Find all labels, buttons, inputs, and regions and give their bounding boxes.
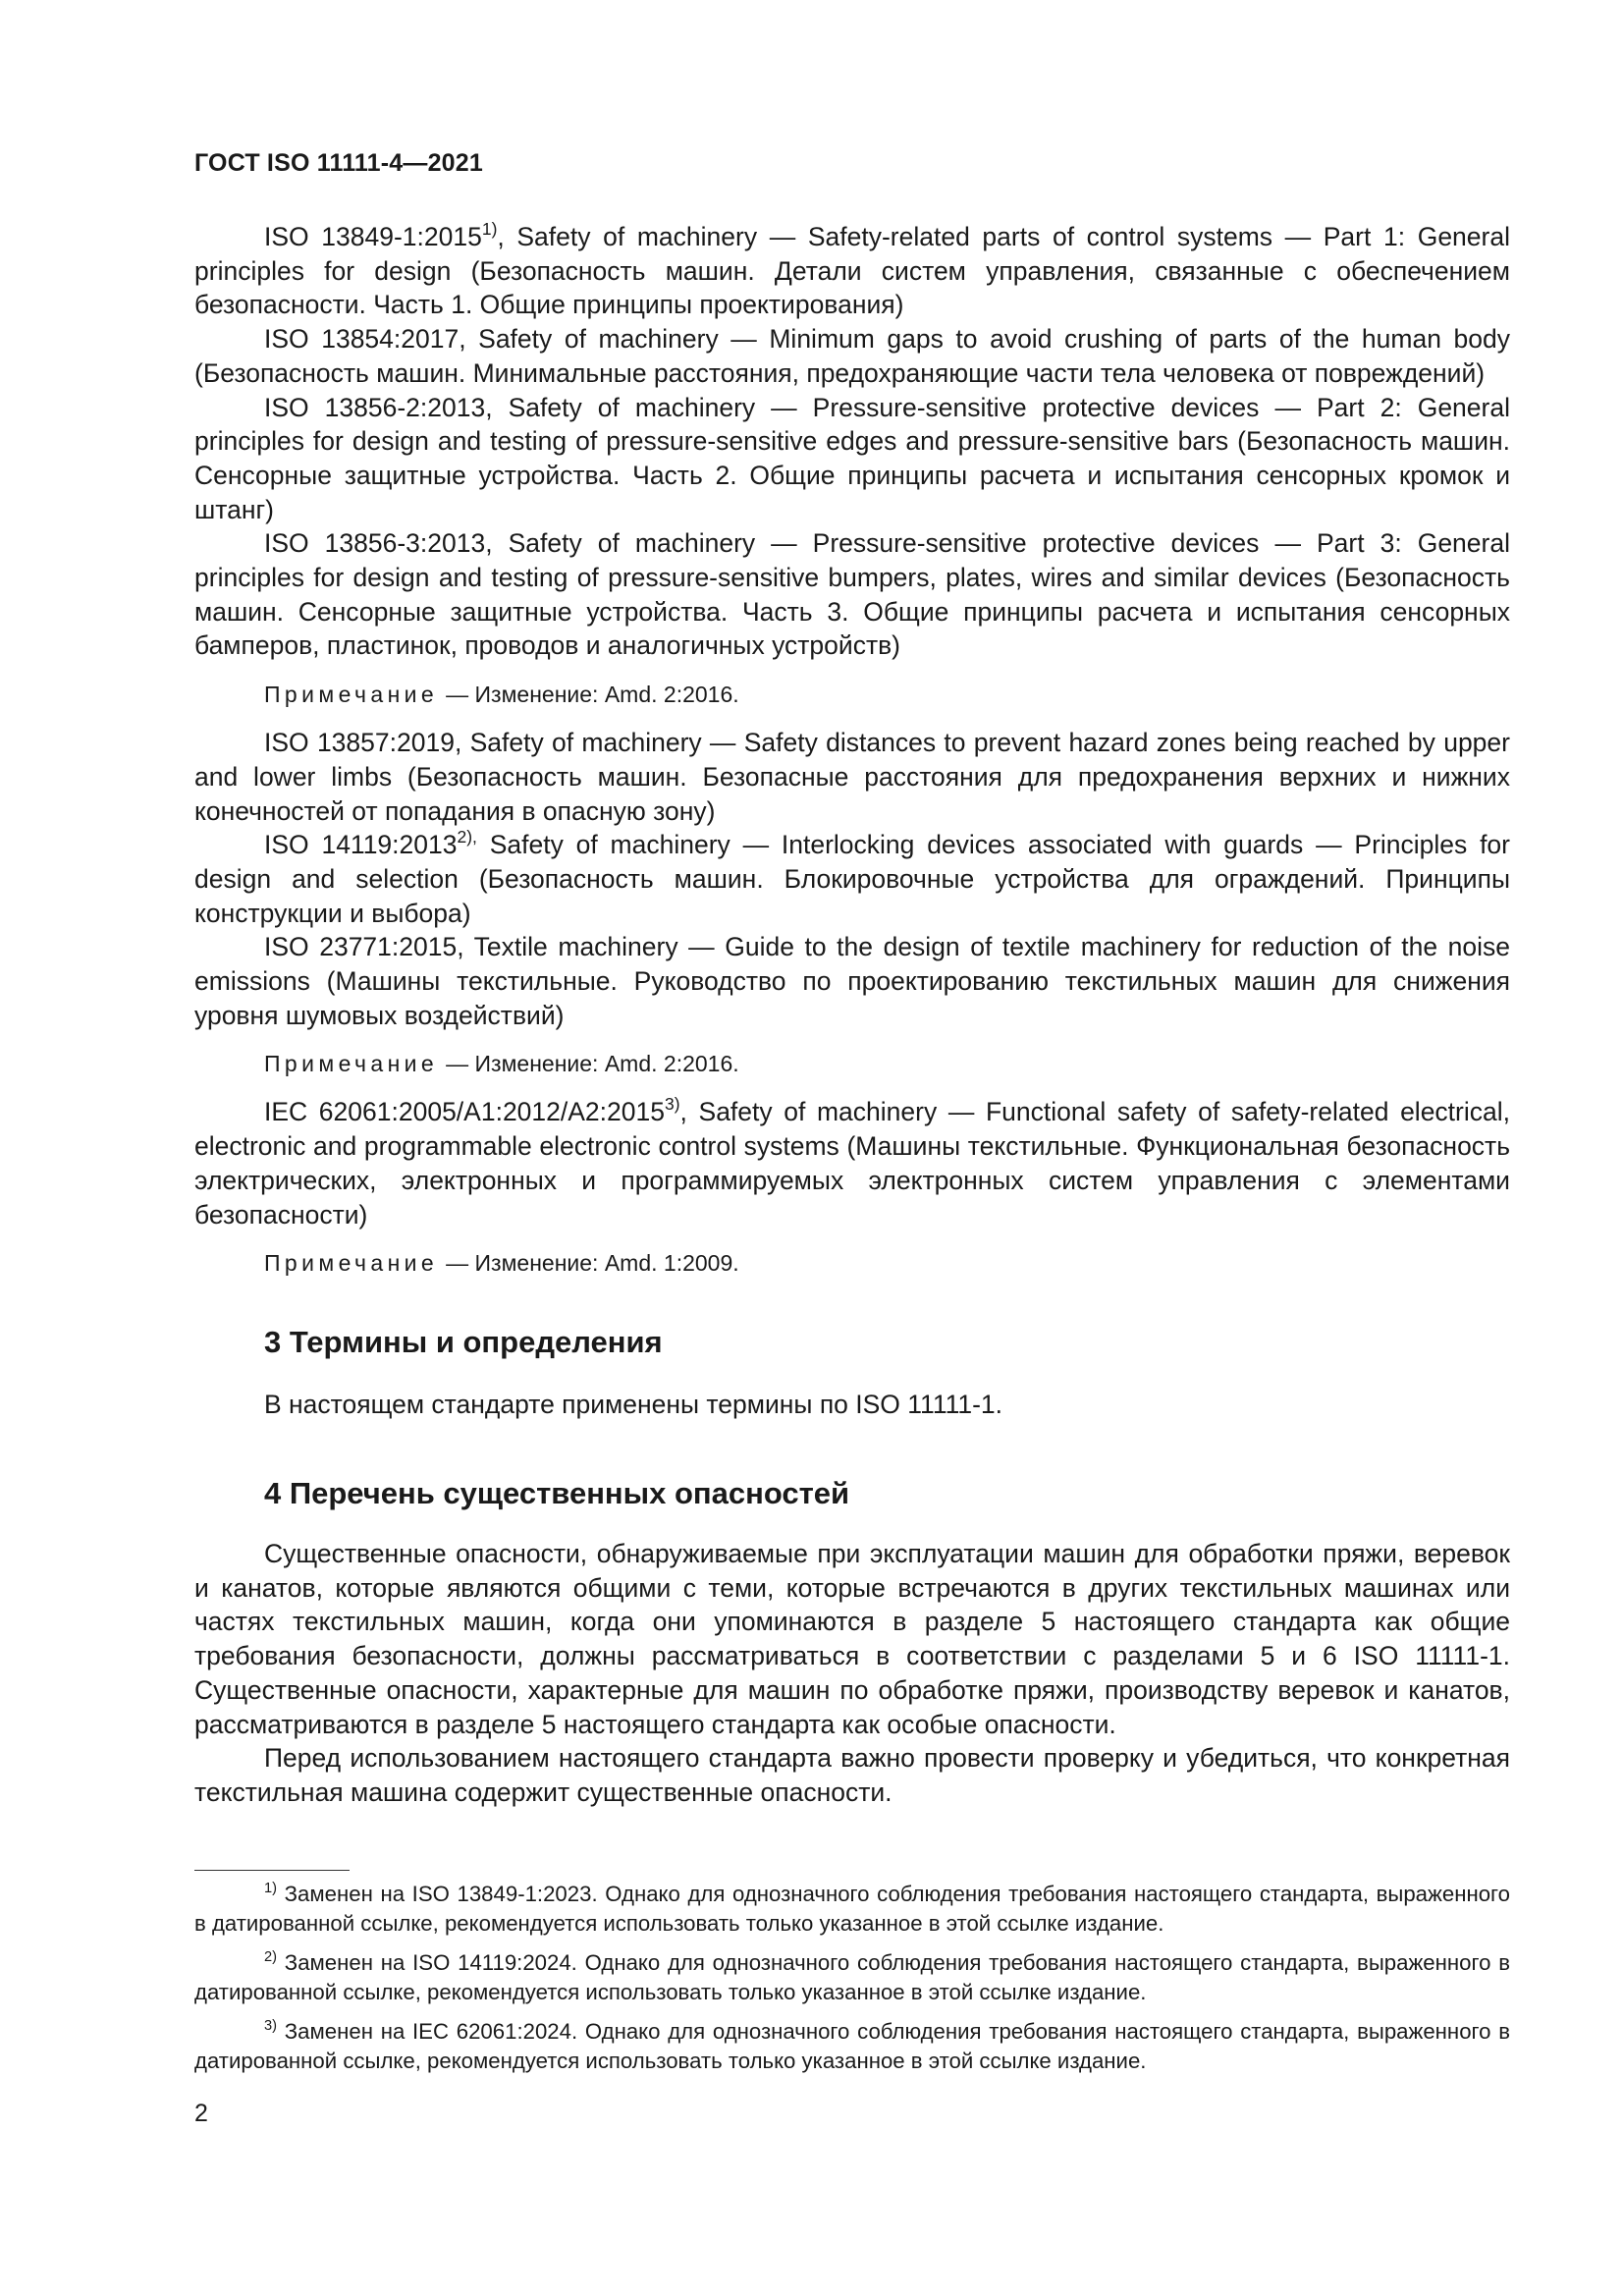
section-paragraph: В настоящем стандарте применены термины по ISO 11111-1. bbox=[264, 1390, 1003, 1420]
footnote-marker[interactable]: 3) bbox=[664, 1094, 680, 1115]
reference-code: IEC 62061:2005/A1:2012/A2:2015 bbox=[264, 1097, 665, 1127]
footnote-mark: 3) bbox=[264, 2017, 278, 2034]
footnote-marker[interactable]: 2), bbox=[457, 827, 477, 847]
section-heading: 3 Термины и определения bbox=[264, 1325, 663, 1360]
footnote bbox=[194, 1948, 1510, 2007]
footnote-text: Заменен на ISO 13849-1:2023. Однако для однозначного соблюдения требования настоящего стандарта, выраженного в датированной ссылке, рекомендуется использовать только указанное в этой ссылке издание. bbox=[194, 1882, 1510, 1936]
reference-item bbox=[194, 930, 1510, 1032]
reference-text: , Textile machinery — Guide to the design of textile machinery for reduction of the noise emissions (Машины текстильные. Руководство по проектированию текстильных машин для снижения уровня шумовых воздействий) bbox=[194, 932, 1510, 1030]
footnote-separator bbox=[194, 1870, 350, 1871]
reference-text: , Safety of machinery — Pressure-sensitive protective devices — Part 3: General principles for design and testing of pressure-sensitive bumpers, plates, wires and similar devices (Безопасность машин. Сенсорные защитные устройства. Часть 3. Общие принципы расчета и испытания сенсорных бамперов, пластинок, проводов и аналогичных устройств) bbox=[194, 528, 1510, 661]
note bbox=[264, 1049, 1510, 1078]
footnotes bbox=[194, 1880, 1510, 2086]
note-label: Примечание bbox=[264, 682, 439, 708]
reference-item bbox=[194, 828, 1510, 930]
reference-code: ISO 13856-3:2013 bbox=[264, 528, 486, 559]
footnote-marker[interactable]: 1) bbox=[481, 219, 498, 240]
note bbox=[264, 680, 1510, 709]
section-paragraph: Существенные опасности, обнаруживаемые при эксплуатации машин для обработки пряжи, веревок и канатов, которые являются общими с теми, которые встречаются в других текстильных машинах или частях текстильных машин, когда они упоминаются в разделе 5 настоящего стандарта как общие требования безопасности, должны рассматриваться в соответствии с разделами 5 и 6 ISO 11111-1. Существенные опасности, характерные для машин по обработке пряжи, производству веревок и канатов, рассматриваются в разделе 5 настоящего стандарта как особые опасности. bbox=[194, 1538, 1510, 1739]
footnote-mark: 1) bbox=[264, 1880, 278, 1896]
reference-item bbox=[194, 1095, 1510, 1231]
section-heading: 4 Перечень существенных опасностей bbox=[264, 1475, 850, 1510]
reference-text: , Safety of machinery — Functional safety of safety-related electrical, electronic and programmable electronic control systems (Машины текстильные. Функциональная безопасность электрических, электронных и программируемых электронных систем управления с элементами безопасности) bbox=[194, 1097, 1510, 1230]
reference-code: ISO 13849-1:2015 bbox=[264, 222, 482, 251]
reference-code: ISO 14119:2013 bbox=[264, 830, 458, 860]
reference-text: , Safety of machinery — Minimum gaps to avoid crushing of parts of the human body (Безопасность машин. Минимальные расстояния, предохраняющие части тела человека от повреждений) bbox=[194, 324, 1510, 388]
reference-item bbox=[194, 220, 1510, 322]
section-paragraph: Перед использованием настоящего стандарта важно провести проверку и убедиться, что конкретная текстильная машина содержит существенные опасности. bbox=[194, 1743, 1510, 1807]
note-text: — Изменение: Amd. 2:2016. bbox=[446, 1051, 739, 1077]
footnote-text: Заменен на IEC 62061:2024. Однако для однозначного соблюдения требования настоящего стандарта, выраженного в датированной ссылке, рекомендуется использовать только указанное в этой ссылке издание. bbox=[194, 2019, 1510, 2073]
reference-text: , Safety of machinery — Safety distances to prevent hazard zones being reached by upper and lower limbs (Безопасность машин. Безопасные расстояния для предохранения верхних и нижних конечностей от попадания в опасную зону) bbox=[194, 728, 1510, 826]
reference-code: ISO 13856-2:2013 bbox=[264, 392, 486, 422]
note-label: Примечание bbox=[264, 1250, 439, 1277]
note-text: — Изменение: Amd. 2:2016. bbox=[446, 682, 739, 708]
reference-code: ISO 23771:2015 bbox=[264, 932, 458, 962]
reference-text: , Safety of machinery — Pressure-sensitive protective devices — Part 2: General principles for design and testing of pressure-sensitive edges and pressure-sensitive bars (Безопасность машин. Сенсорные защитные устройства. Часть 2. Общие принципы расчета и испытания сенсорных кромок и штанг) bbox=[194, 392, 1510, 524]
footnote bbox=[194, 1880, 1510, 1939]
reference-item bbox=[194, 526, 1510, 663]
note-text: — Изменение: Amd. 1:2009. bbox=[446, 1250, 739, 1277]
footnote-mark: 2) bbox=[264, 1948, 278, 1965]
reference-text: , Safety of machinery — Safety-related parts of control systems — Part 1: General principles for design (Безопасность машин. Детали систем управления, связанные с обеспечением безопасности. Часть 1. Общие принципы проектирования) bbox=[194, 222, 1510, 320]
reference-item bbox=[194, 726, 1510, 828]
reference-code: ISO 13854:2017 bbox=[264, 324, 460, 355]
reference-item bbox=[194, 322, 1510, 390]
document-header: ГОСТ ISO 11111-4—2021 bbox=[194, 149, 483, 177]
note-label: Примечание bbox=[264, 1051, 439, 1077]
note bbox=[264, 1248, 1510, 1278]
page-number: 2 bbox=[194, 2100, 208, 2127]
reference-code: ISO 13857:2019 bbox=[264, 728, 455, 758]
reference-text: Safety of machinery — Interlocking devices associated with guards — Principles for design and selection (Безопасность машин. Блокировочные устройства для ограждений. Принципы конструкции и выбора) bbox=[194, 830, 1510, 928]
footnote bbox=[194, 2017, 1510, 2076]
document-body bbox=[194, 220, 1510, 1810]
footnote-text: Заменен на ISO 14119:2024. Однако для однозначного соблюдения требования настоящего стандарта, выраженного в датированной ссылке, рекомендуется использовать только указанное в этой ссылке издание. bbox=[194, 1950, 1510, 2004]
reference-item bbox=[194, 391, 1510, 527]
